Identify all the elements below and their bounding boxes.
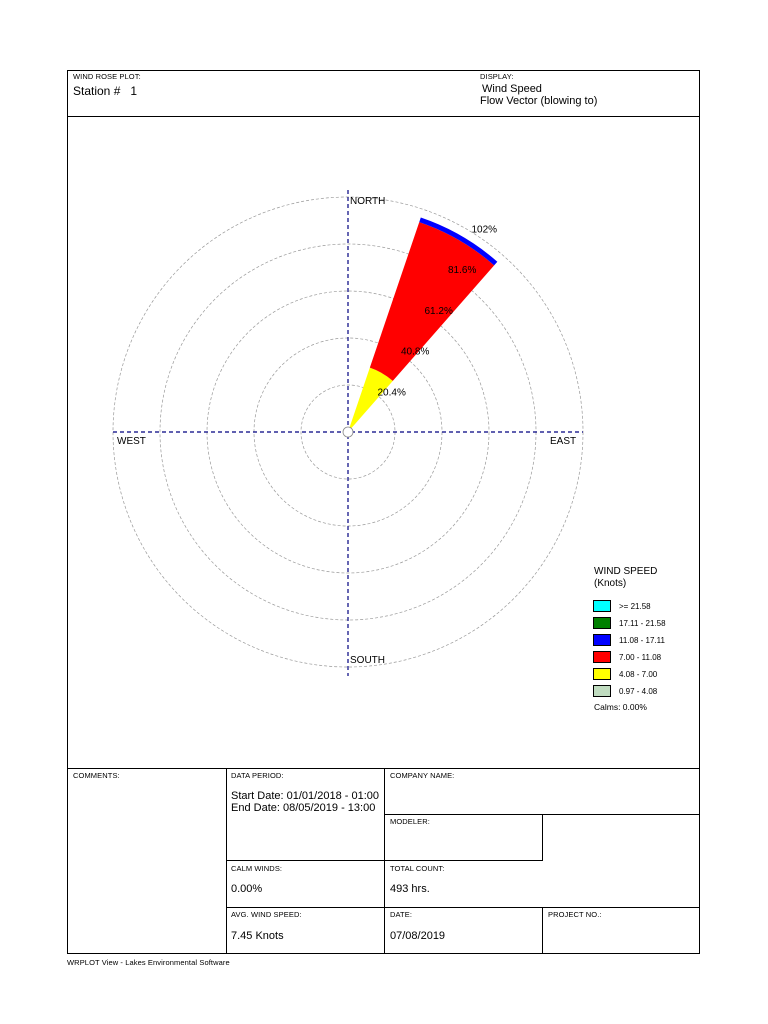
- legend-swatch: [593, 651, 611, 663]
- legend-label: >= 21.58: [619, 601, 651, 611]
- west-label: WEST: [117, 436, 146, 447]
- display-value-wind-speed: Wind Speed: [482, 83, 542, 95]
- legend-swatch: [593, 600, 611, 612]
- legend-subtitle: (Knots): [594, 578, 627, 589]
- modeler-label: MODELER:: [390, 817, 430, 826]
- east-label: EAST: [550, 436, 577, 447]
- legend-title: WIND SPEED: [594, 566, 658, 577]
- legend-item: [593, 685, 657, 697]
- footer-divider-4: [542, 907, 543, 954]
- display-label: DISPLAY:: [480, 72, 514, 81]
- comments-label: COMMENTS:: [73, 771, 120, 780]
- date-label: DATE:: [390, 910, 413, 919]
- ring-label: 40.8%: [401, 346, 430, 358]
- calms-text: Calms: 0.00%: [594, 702, 647, 712]
- project-no-label: PROJECT NO.:: [548, 910, 602, 919]
- wind-sectors: [348, 218, 497, 432]
- legend-label: 4.08 - 7.00: [619, 669, 658, 679]
- legend-item: [593, 668, 657, 680]
- legend-item: [593, 651, 661, 663]
- legend-swatch: [593, 668, 611, 680]
- wind-sector-segment: [348, 368, 393, 432]
- avg-wind-speed-value: 7.45 Knots: [231, 930, 284, 942]
- legend-item: [593, 617, 666, 629]
- data-period-label: DATA PERIOD:: [231, 771, 284, 780]
- legend-label: 11.08 - 17.11: [619, 635, 665, 645]
- display-value-flow-vector: Flow Vector (blowing to): [480, 95, 598, 107]
- station-number: Station # 1: [73, 84, 138, 98]
- south-label: SOUTH: [350, 655, 385, 666]
- footer-divider-7: [226, 907, 700, 908]
- legend-swatch: [593, 685, 611, 697]
- date-value: 07/08/2019: [390, 930, 446, 942]
- avg-wind-speed-label: AVG. WIND SPEED:: [231, 910, 302, 919]
- legend-label: 0.97 - 4.08: [619, 686, 658, 696]
- wind-rose-plot-label: WIND ROSE PLOT:: [73, 72, 141, 81]
- calm-winds-value: 0.00%: [231, 883, 263, 895]
- ring-label: 102%: [471, 224, 498, 236]
- legend-swatch: [593, 634, 611, 646]
- north-label: NORTH: [350, 196, 386, 207]
- footer-divider-1: [226, 768, 227, 954]
- calm-winds-label: CALM WINDS:: [231, 864, 283, 873]
- company-name-label: COMPANY NAME:: [390, 771, 455, 780]
- ring-label: 20.4%: [377, 387, 406, 399]
- ring-label: 81.6%: [448, 265, 477, 277]
- software-credit: WRPLOT View - Lakes Environmental Software: [67, 958, 230, 967]
- legend-label: 17.11 - 21.58: [619, 618, 666, 628]
- footer-divider-3: [542, 814, 543, 861]
- ring-label: 61.2%: [424, 305, 453, 317]
- end-date: End Date: 08/05/2019 - 13:00: [231, 802, 376, 814]
- footer-divider-2: [384, 768, 385, 954]
- legend-item: [593, 600, 651, 612]
- legend-item: [593, 634, 665, 646]
- footer-divider-6: [226, 860, 542, 861]
- legend-label: 7.00 - 11.08: [619, 652, 662, 662]
- legend-swatch: [593, 617, 611, 629]
- calm-circle: [343, 427, 353, 437]
- total-count-value: 493 hrs.: [390, 883, 430, 895]
- total-count-label: TOTAL COUNT:: [390, 864, 445, 873]
- start-date: Start Date: 01/01/2018 - 01:00: [231, 790, 379, 802]
- footer-divider-5: [384, 814, 700, 815]
